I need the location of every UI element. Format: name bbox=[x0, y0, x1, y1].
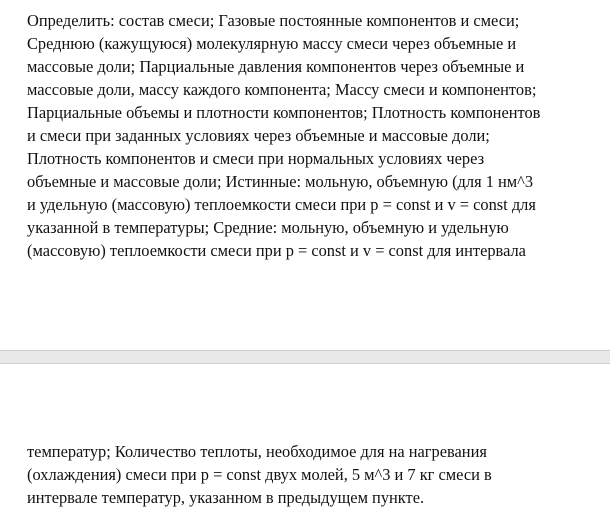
text-line: Среднюю (кажущуюся) молекулярную массу смеси через объемные и bbox=[27, 34, 517, 53]
page-break-gap bbox=[0, 350, 610, 364]
text-line: указанной в температуры; Средние: мольную, объемную и удельную bbox=[27, 218, 509, 237]
text-line: (охлаждения) смеси при p = const двух молей, 5 м^3 и 7 кг смеси в bbox=[27, 465, 492, 484]
text-line: Парциальные объемы и плотности компонентов; Плотность компонентов bbox=[27, 103, 541, 122]
document-page-2 bbox=[0, 364, 610, 519]
text-line: и удельную (массовую) теплоемкости смеси при p = const и v = const для bbox=[27, 195, 536, 214]
text-line: (массовую) теплоемкости смеси при p = const и v = const для интервала bbox=[27, 241, 526, 260]
paragraph-page-2 bbox=[27, 440, 492, 509]
paragraph-page-1 bbox=[27, 9, 540, 262]
text-line: интервале температур, указанном в предыдущем пункте. bbox=[27, 488, 425, 507]
text-line: Определить: состав смеси; Газовые постоянные компонентов и смеси; bbox=[27, 11, 520, 30]
text-line: температур; Количество теплоты, необходимое для на нагревания bbox=[27, 442, 487, 461]
text-line: объемные и массовые доли; Истинные: мольную, объемную (для 1 нм^3 bbox=[27, 172, 534, 191]
text-line: Плотность компонентов и смеси при нормальных условиях через bbox=[27, 149, 485, 168]
text-line: массовые доли, массу каждого компонента; Массу смеси и компонентов; bbox=[27, 80, 537, 99]
text-line: массовые доли; Парциальные давления компонентов через объемные и bbox=[27, 57, 525, 76]
text-line: и смеси при заданных условиях через объемные и массовые доли; bbox=[27, 126, 490, 145]
